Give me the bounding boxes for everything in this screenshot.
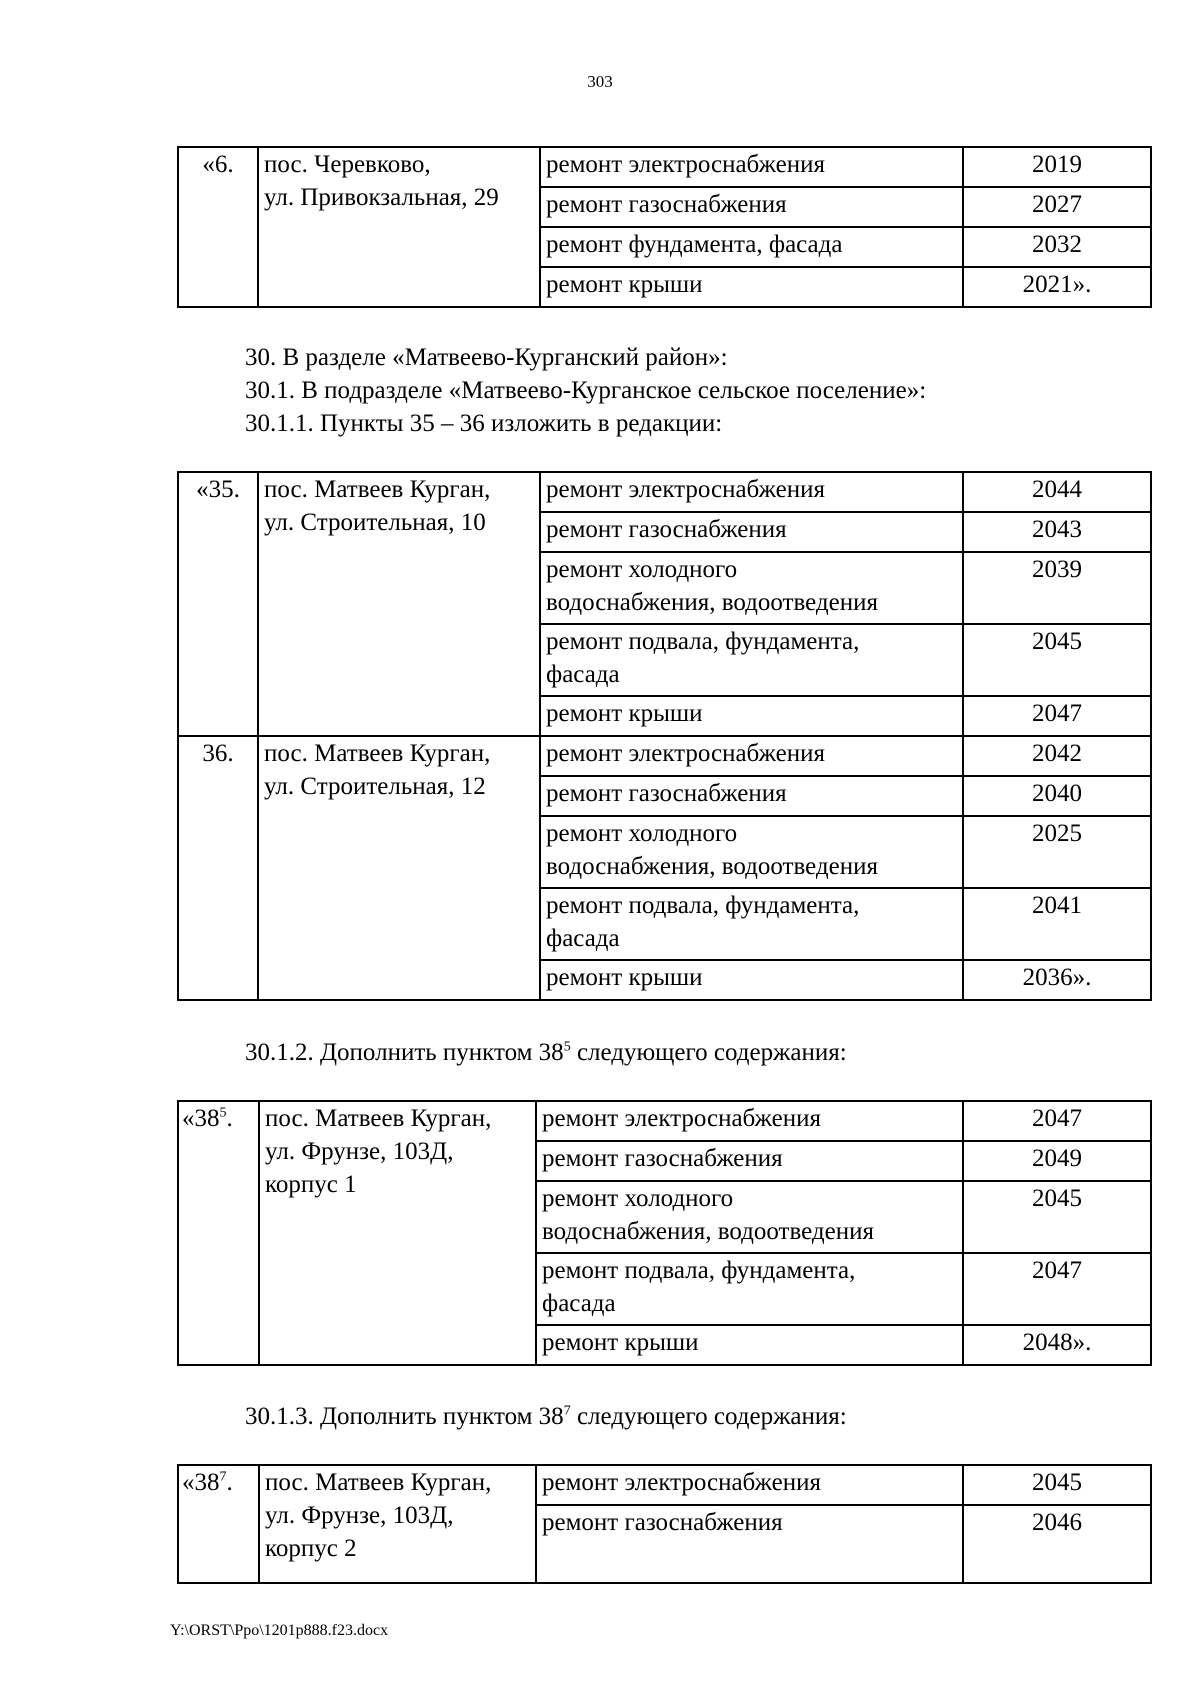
work-cell: ремонт крыши (540, 960, 963, 1000)
table-row (178, 736, 1151, 776)
year-cell: 2045 (963, 624, 1151, 696)
year-cell: 2036». (963, 960, 1151, 1000)
work-cell: ремонт крыши (540, 696, 963, 736)
work-cell: ремонт электроснабжения (540, 472, 963, 512)
year-cell: 2042 (963, 736, 1151, 776)
work-cell: ремонт фундамента, фасада (540, 227, 963, 267)
year-cell: 2043 (963, 512, 1151, 552)
work-cell: ремонт газоснабжения (540, 512, 963, 552)
paragraph-30: 30. В разделе «Матвеево-Курганский район»: (245, 344, 728, 371)
year-cell: 2047 (963, 1253, 1151, 1325)
year-cell: 2025 (963, 816, 1151, 888)
work-cell: ремонт газоснабжения (536, 1141, 963, 1181)
work-cell: ремонт подвала, фундамента, фасада (540, 888, 963, 960)
item-number: «$38^5$. (178, 1101, 259, 1365)
year-cell: 2021». (963, 267, 1151, 307)
year-cell: 2019 (963, 147, 1151, 187)
table-row (178, 1101, 1151, 1141)
year-cell: 2046 (963, 1505, 1151, 1583)
table-item-38-7 (177, 1464, 1152, 1584)
address-cell (259, 1101, 536, 1365)
address-line: корпус 2 (265, 1535, 357, 1562)
work-cell: ремонт газоснабжения (536, 1505, 963, 1583)
item-number: «6. (178, 147, 258, 307)
address-line: ул. Фрунзе, 103Д, (265, 1502, 454, 1529)
work-cell: ремонт газоснабжения (540, 776, 963, 816)
item-number: «35. (178, 472, 258, 736)
paragraph-30-1-1: 30.1.1. Пункты 35 – 36 изложить в редакции: (245, 410, 723, 437)
work-cell: ремонт холодного водоснабжения, водоотведения (540, 552, 963, 624)
table-row (178, 1465, 1151, 1505)
year-cell: 2045 (963, 1465, 1151, 1505)
work-cell: ремонт подвала, фундамента, фасада (540, 624, 963, 696)
year-cell: 2039 (963, 552, 1151, 624)
year-cell: 2047 (963, 696, 1151, 736)
table-item-6 (177, 146, 1152, 308)
work-cell: ремонт электроснабжения (536, 1465, 963, 1505)
work-cell: ремонт электроснабжения (540, 736, 963, 776)
item-number: 36. (178, 736, 258, 1000)
work-cell: ремонт крыши (536, 1325, 963, 1365)
address-cell (258, 736, 540, 1000)
year-cell: 2032 (963, 227, 1151, 267)
address-line: пос. Черевково, (264, 151, 431, 178)
address-line: ул. Строительная, 10 (264, 509, 486, 536)
year-cell: 2047 (963, 1101, 1151, 1141)
work-cell: ремонт газоснабжения (540, 187, 963, 227)
address-cell (258, 472, 540, 736)
work-cell: ремонт холодного водоснабжения, водоотведения (536, 1181, 963, 1253)
address-line: пос. Матвеев Курган, (265, 1105, 492, 1132)
work-cell: ремонт крыши (540, 267, 963, 307)
work-cell: ремонт подвала, фундамента, фасада (536, 1253, 963, 1325)
address-line: ул. Фрунзе, 103Д, (265, 1138, 454, 1165)
year-cell: 2027 (963, 187, 1151, 227)
address-line: ул. Привокзальная, 29 (264, 184, 499, 211)
footer-file-path: Y:\ORST\Ppo\1201p888.f23.docx (170, 1622, 389, 1639)
year-cell: 2049 (963, 1141, 1151, 1181)
address-cell (258, 147, 540, 307)
table-items-35-36 (177, 471, 1152, 1001)
year-cell: 2045 (963, 1181, 1151, 1253)
address-line: пос. Матвеев Курган, (264, 476, 491, 503)
address-cell (259, 1465, 536, 1583)
year-cell: 2044 (963, 472, 1151, 512)
table-row (178, 472, 1151, 512)
paragraph-30-1-3: 30.1.3. Дополнить пунктом $38^7$ следующего содержания: (245, 1403, 847, 1430)
work-cell: ремонт электроснабжения (540, 147, 963, 187)
address-line: ул. Строительная, 12 (264, 773, 486, 800)
address-line: корпус 1 (265, 1171, 357, 1198)
address-line: пос. Матвеев Курган, (265, 1469, 492, 1496)
table-item-38-5 (177, 1100, 1152, 1366)
item-number: «$38^7$. (178, 1465, 259, 1583)
year-cell: 2040 (963, 776, 1151, 816)
paragraph-30-1: 30.1. В подразделе «Матвеево-Курганское сельское поселение»: (245, 377, 927, 404)
work-cell: ремонт холодного водоснабжения, водоотведения (540, 816, 963, 888)
address-line: пос. Матвеев Курган, (264, 740, 491, 767)
year-cell: 2041 (963, 888, 1151, 960)
paragraph-30-1-2: 30.1.2. Дополнить пунктом $38^5$ следующего содержания: (245, 1039, 847, 1066)
year-cell: 2048». (963, 1325, 1151, 1365)
work-cell: ремонт электроснабжения (536, 1101, 963, 1141)
page-number: 303 (587, 72, 613, 91)
table-row (178, 147, 1151, 187)
